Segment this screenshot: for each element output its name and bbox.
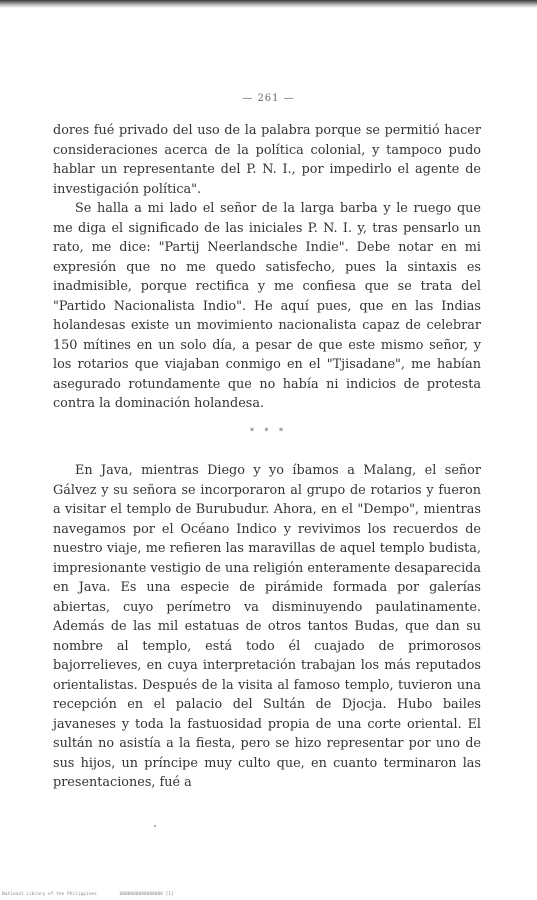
paper-speck (154, 825, 156, 827)
footer-library: National Library of the Philippines (2, 892, 97, 897)
paragraph-continuation: dores fué privado del uso de la palabra porque se permitió hacer consideraciones acerca de la política colonial, y tampoco pudo hablar un representante del P. N. I., por impedirlo el agente de investigación política". (53, 123, 481, 197)
section-2-text (53, 461, 481, 793)
paragraph-pni: Se halla a mi lado el señor de la larga barba y le ruego que me diga el significado de las iniciales P. N. I. y, tras pensarlo un rato, me dice: "Partij Neerlandsche Indie". Debe notar en mi expresión que no me quedo satisfecho, pues la sintaxis es inadmisible, porque rectifica y me confiesa que se trata del "Partido Nacionalista Indio". He aquí pues, que en las Indias holandesas existe un movimiento nacionalista capaz de celebrar 150 mítines en un solo día, a pesar de que este mismo señor, y los rotarios que viajaban conmigo en el "Tjisadane", me habían asegurado rotundamente que no había ni indicios de protesta contra la dominación holandesa. (53, 201, 481, 411)
paragraph-java: En Java, mientras Diego y yo íbamos a Malang, el señor Gálvez y su señora se incorporaron al grupo de rotarios y fueron a visitar el templo de Burubudur. Ahora, en el "Dempo", mientras navegamos por el Océano Indico y revivimos los recuerdos de nuestro viaje, me refieren las maravillas de aquel templo budista, impresionante vestigio de una religión enteramente desaparecida en Java. Es una especie de pirámide formada por galerías abiertas, cuyo perímetro va disminuyendo paulatinamente. Además de las mil estatuas de otros tantos Budas, que dan su nombre al templo, está todo él cuajado de primorosos bajorrelieves, en cuya interpretación trabajan los más reputados orientalistas. Después de la visita al famoso templo, tuvieron una recepción en el palacio del Sultán de Djocja. Hubo bailes javaneses y toda la fastuosidad propia de una corte oriental. El sultán no asistía a la fiesta, pero se hizo representar por uno de sus hijos, un príncipe muy culto que, en cuanto terminaron las presentaciones, fué a (53, 463, 481, 790)
page-number: — 261 — (242, 93, 295, 104)
footer-code: 0000000000000000 [1] (119, 892, 174, 897)
page-top-edge (0, 0, 537, 8)
section-1-text (53, 121, 481, 414)
scan-footer (2, 892, 194, 897)
section-separator: * * * (249, 427, 288, 436)
